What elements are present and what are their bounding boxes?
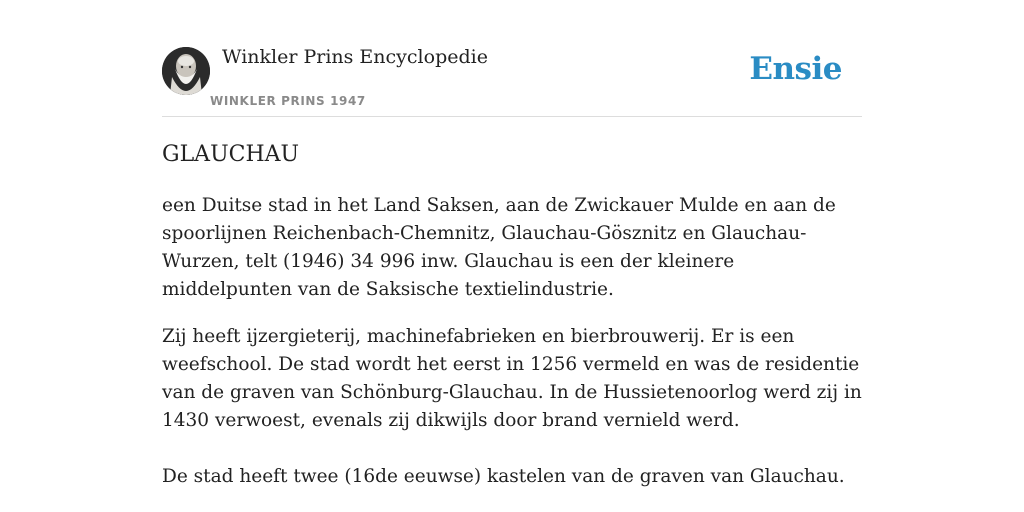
site-title[interactable]: Winkler Prins Encyclopedie (222, 46, 488, 68)
article-paragraph: De stad heeft twee (16de eeuwse) kastelen van de graven van Glauchau. (162, 466, 845, 487)
brand-logo[interactable]: Ensie (749, 51, 842, 87)
edition-label[interactable]: WINKLER PRINS 1947 (210, 94, 366, 108)
page-title: GLAUCHAU (162, 142, 300, 167)
page (162, 0, 862, 512)
site-header (162, 0, 862, 117)
bearded-man-portrait-icon (162, 47, 210, 95)
article-paragraph: Zij heeft ijzergieterij, machinefabrieken en bierbrouwerij. Er is een weefschool. De stad wordt het eerst in 1256 vermeld en was de residentie van de graven van Schönburg-Glauchau. In de Hussietenoorlog werd zij in 1430 verwoest, evenals zij dikwijls door brand vernield werd. (162, 326, 862, 431)
article-paragraph: een Duitse stad in het Land Saksen, aan de Zwickauer Mulde en aan de spoorlijnen Reichenbach-Chemnitz, Glauchau-Gösznitz en Glauchau-Wurzen, telt (1946) 34 996 inw. Glauchau is een der kleinere middelpunten van de Saksische textielindustrie. (162, 195, 836, 300)
avatar[interactable] (162, 47, 210, 95)
